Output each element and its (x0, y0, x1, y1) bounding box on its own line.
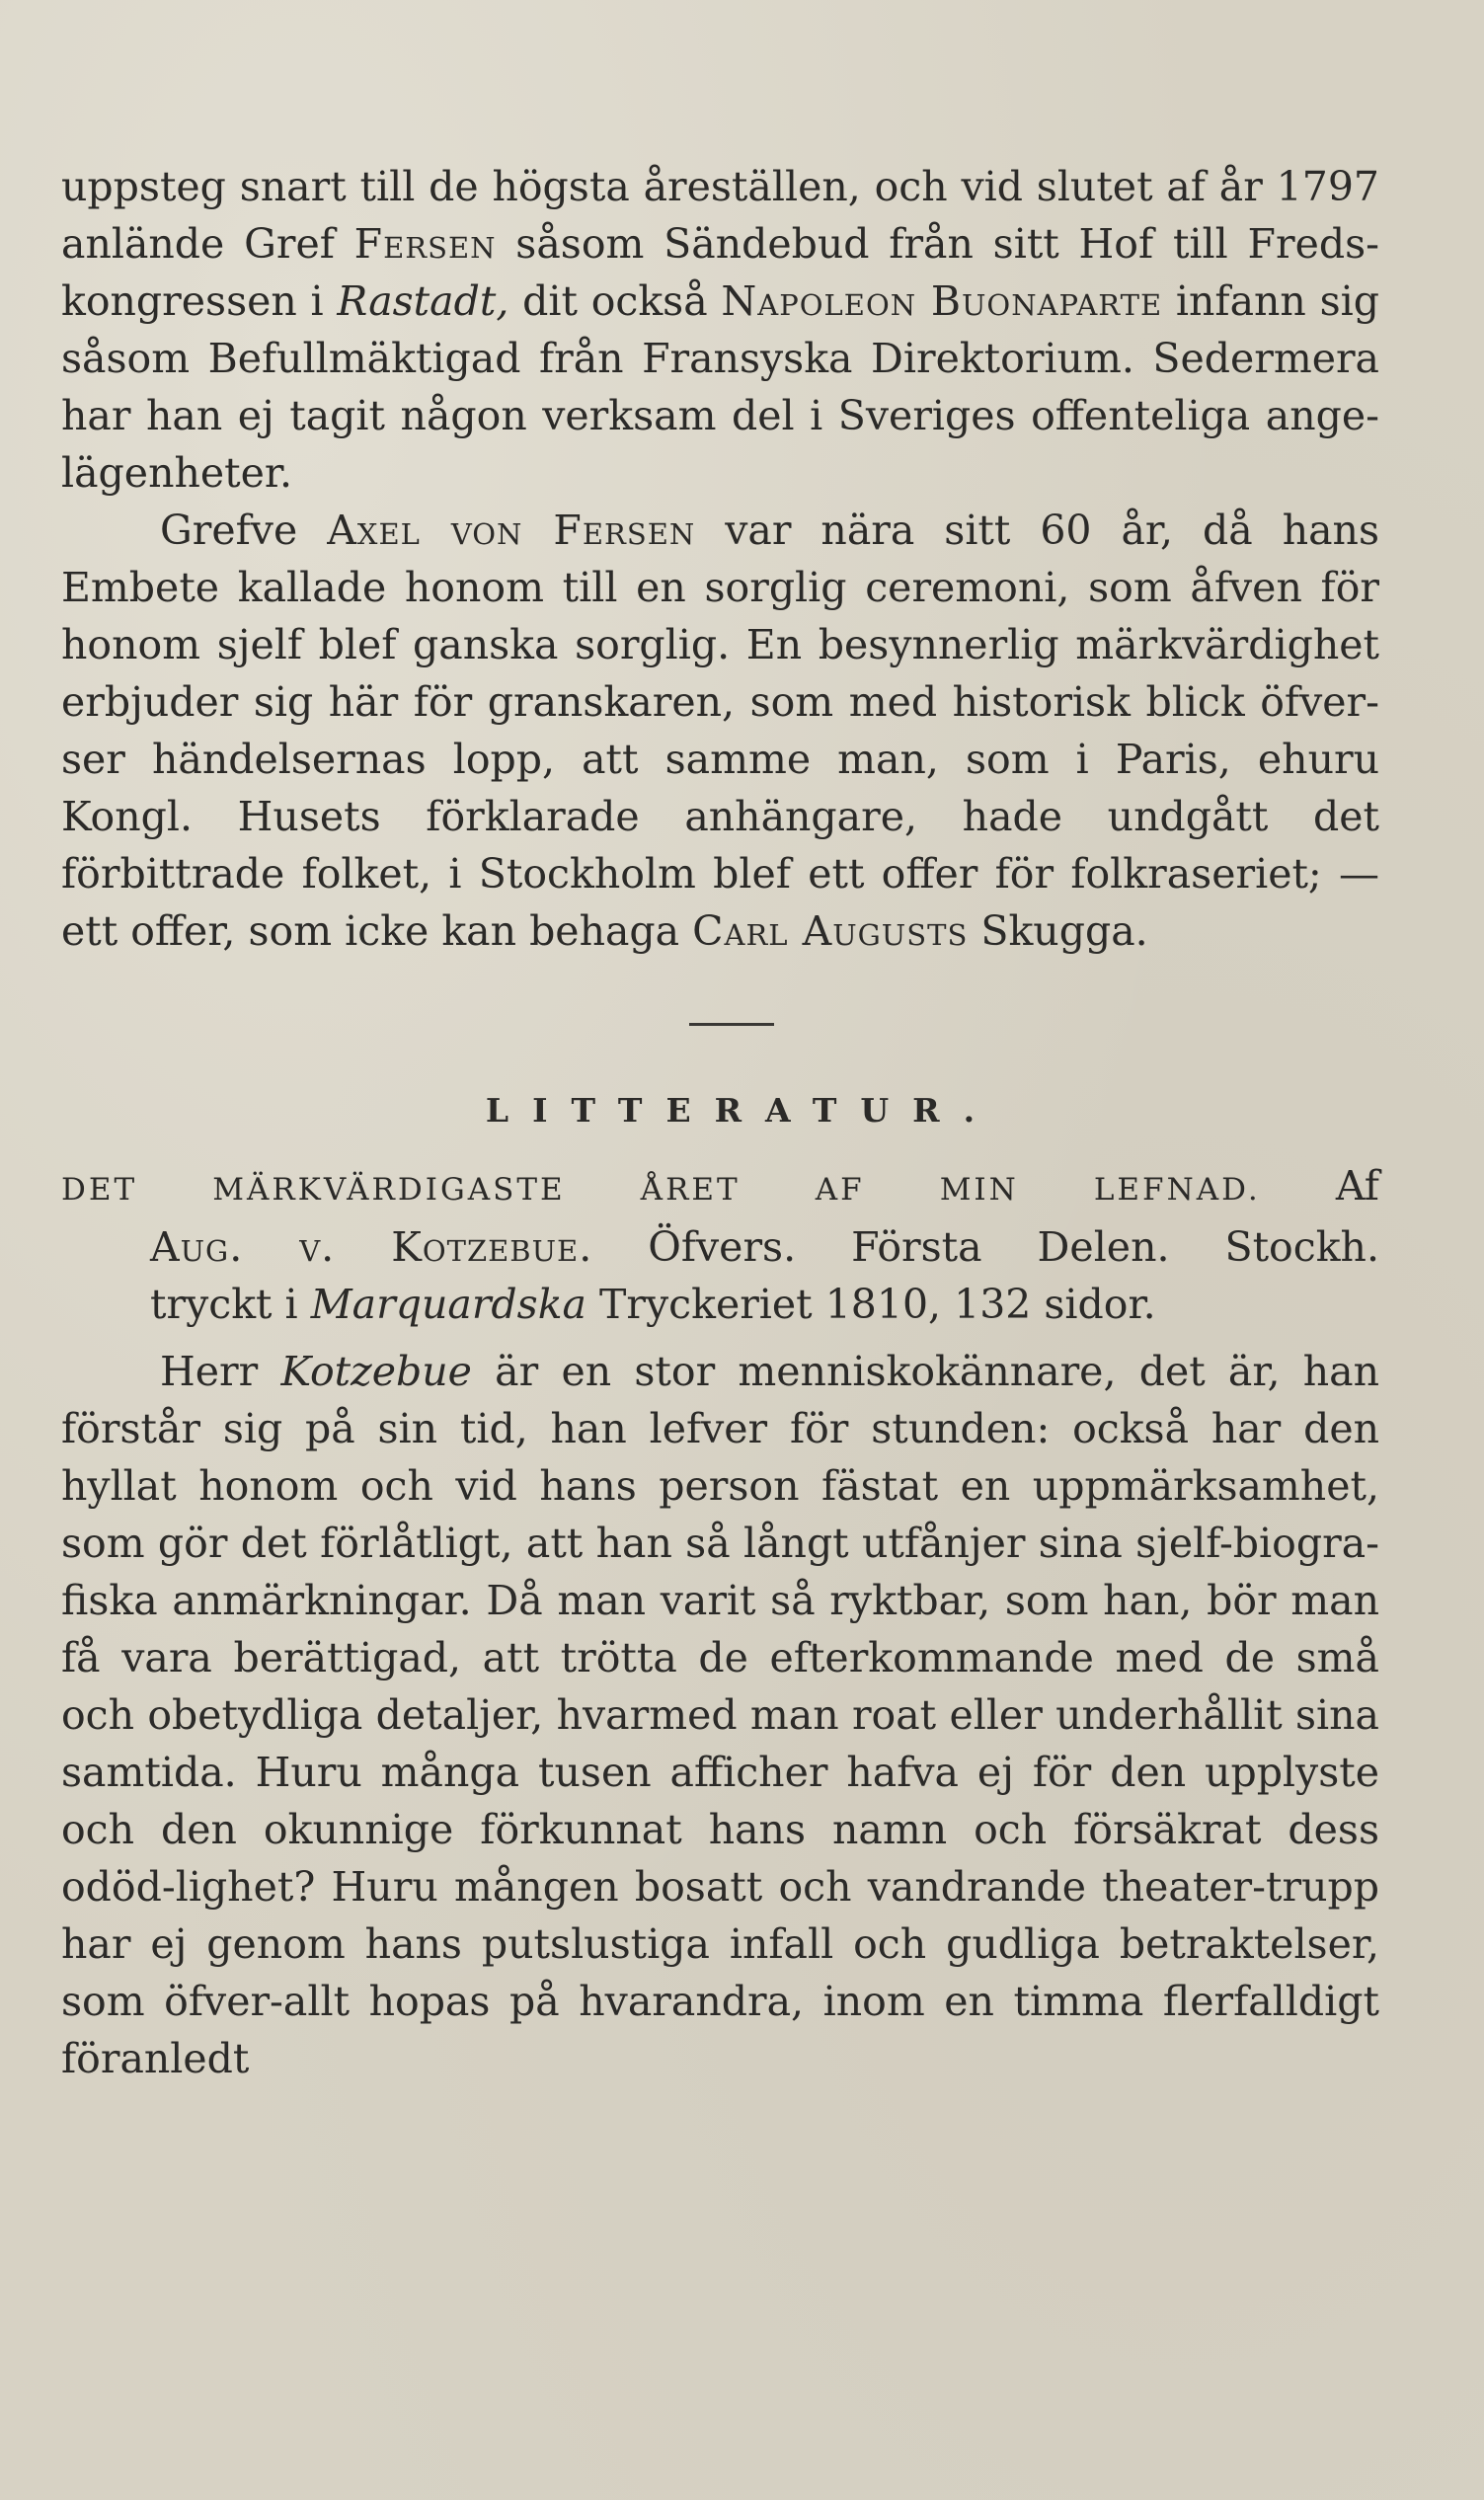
name-napoleon: Napoleon Buonaparte (721, 277, 1163, 325)
review-heading-line-3 (61, 1276, 1379, 1333)
text-run: uppsteg snart till de högsta åreställen, och vid slutet af år 1797 anlände Gref (61, 163, 1379, 268)
heading-af: Af (1335, 1162, 1379, 1210)
text-run: infann sig såsom Befullmäktigad från Fransyska Direktorium. Sedermera har han ej tagit någon verksam del i Sveriges offenteliga ange-lägenheter. (61, 277, 1379, 497)
text-run: Skugga. (968, 907, 1148, 955)
top-text-block (61, 158, 1379, 960)
name-axel-von-fersen: Axel von Fersen (327, 507, 696, 554)
book-title: DET MÄRKVÄRDIGASTE ÅRET AF MIN LEFNAD. (61, 1172, 1261, 1208)
section-heading: LITTERATUR. (485, 1091, 999, 1130)
text-run: Tryckeriet 1810, 132 sidor. (586, 1281, 1156, 1328)
review-heading-line-1 (61, 1157, 1379, 1218)
review-heading-line-2 (61, 1218, 1379, 1276)
text-run: var nära sitt 60 år, då hans Embete kallade honom till en sorglig ceremoni, som åfven för honom sjelf blef ganska sorglig. En besynnerlig märkvärdighet erbjuder sig här för granskaren, som med historisk blick öfver-ser händelsernas lopp, att samme man, som i Paris, ehuru Kongl. Husets förklarade anhängare, hade undgått det förbittrade folket, i Stockholm blef ett offer för folkraseriet; — ett offer, som icke kan behaga (61, 507, 1379, 955)
heading-edition: Öfvers. Första Delen. Stockh. (648, 1223, 1379, 1271)
name-fersen: Fersen (353, 220, 497, 268)
text-run: såsom Sändebud från sitt Hof till Freds-kongressen i (61, 220, 1379, 325)
name-carl-augusts: Carl Augusts (692, 907, 969, 955)
name-kotzebue: Kotzebue (280, 1348, 472, 1395)
section-divider (689, 1023, 774, 1026)
review-text-block (61, 1343, 1379, 2087)
paragraph-fersen-career (61, 158, 1379, 502)
text-run: dit också (508, 277, 722, 325)
review-heading (61, 1157, 1379, 1333)
place-rastadt: Rastadt, (337, 277, 509, 325)
text-run: Grefve (160, 507, 328, 554)
text-run: är en stor menniskokännare, det är, han förstår sig på sin tid, han lefver för stunden: också har den hyllat honom och vid hans person fästat en uppmärksamhet, som gör det förlåtligt, att han så långt utfånjer sina sjelf-biogra-fiska anmärkningar. Då man varit så ryktbar, som han, bör man få vara berättigad, att trötta de efterkommande med de små och obetydliga detaljer, hvarmed man roat eller underhållit sina samtida. Huru många tusen afficher hafva ej för den upplyste och den okunnige förkunnat hans namn och försäkrat dess odöd-lighet? Huru mången bosatt och vandrande theater-trupp har ej genom hans putslustiga infall och gudliga betraktelser, som öfver-allt hopas på hvarandra, inom en timma flerfalldigt föranledt (61, 1348, 1379, 2082)
text-run: Herr (160, 1348, 281, 1395)
book-author: Aug. v. Kotzebue. (150, 1223, 593, 1271)
text-run: tryckt i (150, 1281, 311, 1328)
paragraph-fersen-death (61, 502, 1379, 960)
printer-name: Marquardska (310, 1281, 586, 1328)
paragraph-review (61, 1343, 1379, 2087)
